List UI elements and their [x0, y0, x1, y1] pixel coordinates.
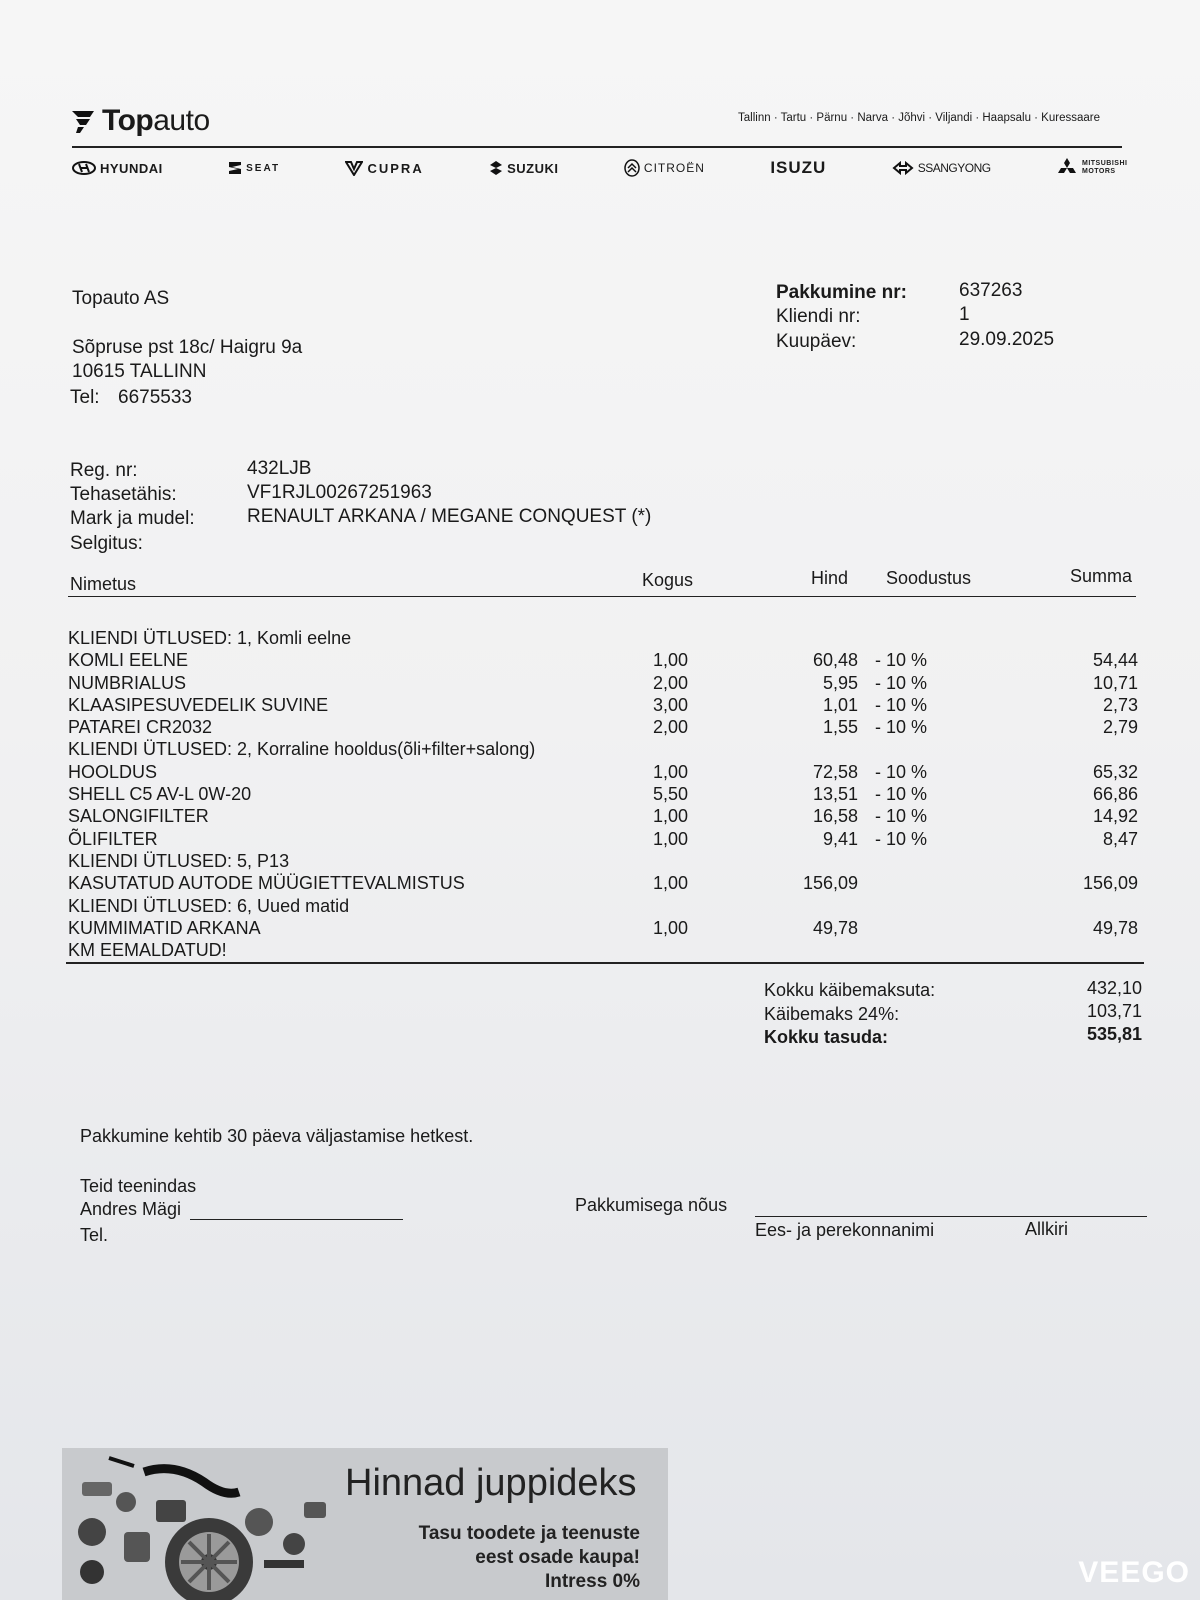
item-discount: - 10 % [875, 672, 928, 693]
item-name: KASUTATUD AUTODE MÜÜGIETTEVALMISTUS [68, 873, 465, 894]
item-name: NUMBRIALUS [68, 672, 187, 693]
signature-caption: Allkiri [1025, 1219, 1068, 1239]
agree-label: Pakkumisega nõus [575, 1195, 728, 1215]
car-brand-row [72, 158, 1128, 178]
item-name: PATAREI CR2032 [68, 717, 213, 738]
name-caption: Ees- ja perekonnanimi [755, 1220, 935, 1240]
grand-total: 535,81 [1086, 1024, 1142, 1044]
item-qty: 1,00 [652, 828, 688, 849]
item-price: 16,58 [812, 806, 858, 827]
item-name: KLIENDI ÜTLUSED: 2, Korraline hooldus(õli+filter+salong) [68, 739, 536, 760]
seat-logo-icon [228, 160, 242, 176]
table-row [68, 762, 1144, 784]
brand-citroen: CITROËN [624, 159, 705, 177]
item-price: 60,48 [812, 650, 858, 671]
brand-isuzu: ISUZU [770, 158, 827, 177]
banner-line3: Intress 0% [544, 1571, 640, 1592]
company-address-line2: 10615 TALLINN [72, 361, 207, 382]
vat-label: Käibemaks 24%: [764, 1004, 900, 1024]
item-sum: 156,09 [1082, 873, 1138, 894]
offer-number: 637263 [959, 280, 1023, 301]
item-name: KLIENDI ÜTLUSED: 1, Komli eelne [68, 628, 352, 648]
item-qty: 1,00 [652, 806, 688, 827]
item-discount: - 10 % [875, 650, 928, 671]
suzuki-logo-icon [489, 160, 503, 176]
table-row [68, 829, 1144, 851]
topauto-logo [72, 104, 210, 138]
mitsubishi-logo-icon [1056, 158, 1078, 178]
table-row [68, 784, 1144, 806]
ssangyong-logo-icon [892, 161, 914, 175]
table-bottom-divider [66, 962, 1144, 964]
table-row [68, 873, 1144, 895]
hyundai-logo-icon [72, 161, 96, 175]
company-name: Topauto AS [72, 288, 170, 309]
item-sum: 10,71 [1092, 672, 1138, 693]
brand-hyundai: HYUNDAI [72, 161, 163, 176]
item-qty: 2,00 [652, 717, 688, 738]
net-total-label: Kokku käibemaksuta: [764, 980, 936, 1000]
banner-line1: Tasu toodete ja teenuste [418, 1523, 640, 1544]
banner-line2: eest osade kaupa! [475, 1547, 640, 1568]
item-qty: 1,00 [652, 917, 688, 938]
served-by-signature-line [190, 1219, 403, 1220]
offer-date: 29.09.2025 [959, 329, 1055, 350]
item-name: KM EEMALDATUD! [68, 940, 227, 961]
item-name: ÕLIFILTER [68, 828, 158, 849]
vin-label: Tehasetähis: [70, 484, 177, 505]
table-header [68, 566, 1136, 597]
item-qty: 1,00 [652, 650, 688, 671]
vin: VF1RJL00267251963 [247, 482, 432, 503]
car-parts-image [64, 1452, 334, 1600]
table-row [68, 806, 1144, 828]
item-discount: - 10 % [875, 784, 928, 805]
item-price: 5,95 [822, 672, 858, 693]
table-row [68, 940, 1144, 962]
item-discount: - 10 % [875, 828, 928, 849]
item-name: KUMMIMATID ARKANA [68, 917, 261, 938]
item-price: 156,09 [802, 873, 858, 894]
item-qty: 5,50 [652, 784, 688, 805]
item-discount: - 10 % [875, 694, 928, 715]
item-name: KLIENDI ÜTLUSED: 5, P13 [68, 850, 290, 871]
table-row [68, 739, 1144, 761]
item-price: 49,78 [812, 917, 858, 938]
header-divider [72, 146, 1122, 148]
table-row [68, 896, 1144, 918]
reg-number: 432LJB [247, 458, 312, 479]
item-qty: 1,00 [652, 873, 688, 894]
table-row [68, 695, 1144, 717]
offer-date-label: Kuupäev: [776, 331, 857, 352]
table-row [68, 673, 1144, 695]
col-name-header: Nimetus [70, 574, 137, 594]
cupra-logo-icon [345, 160, 363, 176]
company-tel-label: Tel: [70, 387, 100, 408]
reg-number-label: Reg. nr: [70, 460, 138, 481]
served-by-tel-label: Tel. [80, 1225, 109, 1245]
model-label: Mark ja mudel: [70, 508, 195, 529]
item-qty: 1,00 [652, 761, 688, 782]
note-label: Selgitus: [70, 533, 143, 554]
item-qty: 2,00 [652, 672, 688, 693]
banner-title: Hinnad juppideks [345, 1462, 637, 1504]
topauto-logo-icon [72, 109, 94, 133]
net-total: 432,10 [1086, 978, 1142, 998]
table-row [68, 717, 1144, 739]
item-price: 1,55 [822, 717, 858, 738]
table-row [68, 918, 1144, 940]
item-sum: 14,92 [1092, 806, 1138, 827]
col-discount-header: Soodustus [886, 568, 972, 588]
client-number: 1 [959, 304, 970, 325]
brand-name: Topauto [102, 104, 210, 137]
item-name: KOMLI EELNE [68, 650, 189, 671]
item-price: 1,01 [822, 694, 858, 715]
item-sum: 8,47 [1102, 828, 1138, 849]
item-name: SALONGIFILTER [68, 806, 209, 827]
item-sum: 49,78 [1092, 917, 1138, 938]
offer-number-label: Pakkumine nr: [776, 282, 907, 303]
table-row [68, 628, 1144, 650]
city-list: Tallinn · Tartu · Pärnu · Narva · Jõhvi · Viljandi · Haapsalu · Kuressaare [738, 112, 1100, 124]
banner-text [419, 1522, 640, 1594]
brand-seat: SEAT [228, 160, 280, 176]
table-row [68, 650, 1144, 672]
item-price: 72,58 [812, 761, 858, 782]
brand-ssangyong: SSANGYONG [892, 161, 991, 175]
table-row [68, 851, 1144, 873]
item-sum: 54,44 [1092, 650, 1138, 671]
item-sum: 2,73 [1102, 694, 1138, 715]
veego-watermark: VEEGO [1078, 1556, 1190, 1589]
company-address-line1: Sõpruse pst 18c/ Haigru 9a [72, 337, 303, 358]
brand-cupra: CUPRA [345, 160, 423, 176]
item-qty: 3,00 [652, 694, 688, 715]
line-items [68, 628, 1144, 962]
col-sum-header: Summa [1070, 566, 1133, 586]
item-sum: 2,79 [1102, 717, 1138, 738]
grand-total-label: Kokku tasuda: [764, 1027, 889, 1047]
item-name: KLIENDI ÜTLUSED: 6, Uued matid [68, 895, 350, 916]
item-discount: - 10 % [875, 761, 928, 782]
item-discount: - 10 % [875, 806, 928, 827]
col-price-header: Hind [811, 568, 849, 588]
item-sum: 65,32 [1092, 761, 1138, 782]
item-price: 9,41 [822, 828, 858, 849]
item-name: SHELL C5 AV-L 0W-20 [68, 784, 252, 805]
item-sum: 66,86 [1092, 784, 1138, 805]
vat-amount: 103,71 [1086, 1001, 1142, 1021]
brand-suzuki: SUZUKI [489, 160, 558, 176]
col-qty-header: Kogus [642, 570, 694, 590]
item-name: HOOLDUS [68, 761, 158, 782]
item-name: KLAASIPESUVEDELIK SUVINE [68, 694, 329, 715]
item-discount: - 10 % [875, 717, 928, 738]
customer-signature-line [755, 1216, 1147, 1217]
item-price: 13,51 [812, 784, 858, 805]
model: RENAULT ARKANA / MEGANE CONQUEST (*) [247, 506, 652, 527]
client-number-label: Kliendi nr: [776, 306, 861, 327]
brand-mitsubishi: MITSUBISHI MOTORS [1056, 158, 1122, 178]
validity-note: Pakkumine kehtib 30 päeva väljastamise hetkest. [80, 1126, 474, 1146]
served-by-label: Teid teenindas [80, 1176, 197, 1196]
served-by-name: Andres Mägi [80, 1199, 182, 1219]
company-tel: 6675533 [118, 387, 192, 408]
citroen-logo-icon [624, 159, 640, 177]
